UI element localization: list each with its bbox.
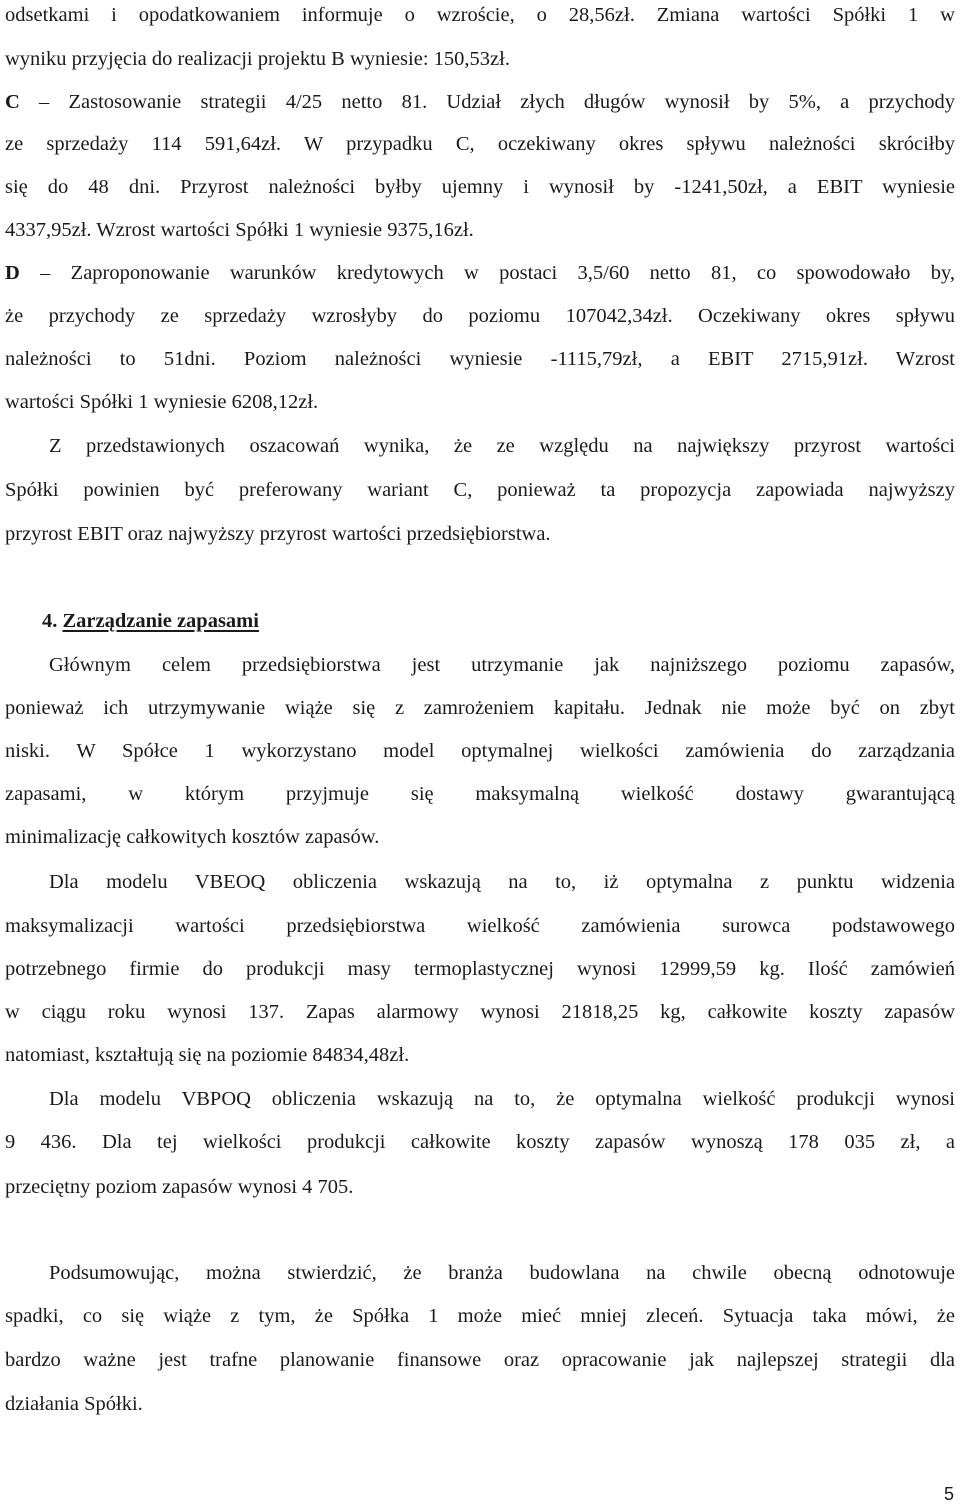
text-line: się do 48 dni. Przyrost należności byłby ujemny i wynosił by -1241,50zł, a EBIT wyniesie: [5, 176, 955, 198]
text-line: przeciętny poziom zapasów wynosi 4 705.: [5, 1176, 354, 1198]
text-line: – Zaproponowanie warunków kredytowych w postaci 3,5/60 netto 81, co spowodowało by,: [40, 262, 955, 284]
text-line: działania Spółki.: [5, 1393, 143, 1415]
text-line: niski. W Spółce 1 wykorzystano model optymalnej wielkości zamówienia do zarządzania: [5, 740, 955, 762]
section-heading: [42, 606, 960, 636]
text-line: Spółki powinien być preferowany wariant C, ponieważ ta propozycja zapowiada najwyższy: [5, 479, 955, 501]
text-line: maksymalizacji wartości przedsiębiorstwa wielkość zamówienia surowca podstawowego: [5, 915, 955, 937]
text-line: ponieważ ich utrzymywanie wiąże się z zamrożeniem kapitału. Jednak nie może być on zbyt: [5, 697, 955, 719]
section-title: Zarządzanie zapasami: [62, 610, 259, 632]
text-line: natomiast, kształtują się na poziomie 84834,48zł.: [5, 1044, 410, 1066]
text-line: Podsumowując, można stwierdzić, że branża budowlana na chwile obecną odnotowuje: [49, 1262, 955, 1284]
text-line: zapasami, w którym przyjmuje się maksymalną wielkość dostawy gwarantującą: [5, 783, 955, 805]
text-line: potrzebnego firmie do produkcji masy termoplastycznej wynosi 12999,59 kg. Ilość zamówień: [5, 958, 955, 980]
text-line: przyrost EBIT oraz najwyższy przyrost wartości przedsiębiorstwa.: [5, 523, 551, 545]
text-line: wyniku przyjęcia do realizacji projektu B wyniesie: 150,53zł.: [5, 48, 510, 70]
text-line: w ciągu roku wynosi 137. Zapas alarmowy wynosi 21818,25 kg, całkowite koszty zapasów: [5, 1001, 955, 1023]
text-line: bardzo ważne jest trafne planowanie finansowe oraz opracowanie jak najlepszej strategii dla: [5, 1349, 955, 1371]
text-line: spadki, co się wiąże z tym, że Spółka 1 może mieć mniej zleceń. Sytuacja taka mówi, że: [5, 1305, 955, 1327]
text-line: Głównym celem przedsiębiorstwa jest utrzymanie jak najniższego poziomu zapasów,: [49, 654, 955, 676]
text-line: Dla modelu VBEOQ obliczenia wskazują na to, iż optymalna z punktu widzenia: [49, 871, 955, 893]
text-line: Z przedstawionych oszacowań wynika, że ze względu na największy przyrost wartości: [49, 435, 955, 457]
page-number: 5: [943, 1484, 954, 1504]
text-line: 9 436. Dla tej wielkości produkcji całkowite koszty zapasów wynoszą 178 035 zł, a: [5, 1131, 955, 1153]
variant-c-marker: C: [5, 91, 20, 113]
text-line: odsetkami i opodatkowaniem informuje o wzroście, o 28,56zł. Zmiana wartości Spółki 1 w: [5, 4, 955, 26]
text-line: Dla modelu VBPOQ obliczenia wskazują na to, że optymalna wielkość produkcji wynosi: [49, 1088, 955, 1110]
text-line: minimalizację całkowitych kosztów zapasów.: [5, 826, 380, 848]
variant-d-marker: D: [5, 262, 20, 284]
variant-d-line: [5, 258, 955, 288]
text-line: – Zastosowanie strategii 4/25 netto 81. Udział złych długów wynosił by 5%, a przychody: [39, 91, 956, 113]
variant-c-line: [5, 87, 955, 117]
text-line: że przychody ze sprzedaży wzrosłyby do poziomu 107042,34zł. Oczekiwany okres spływu: [5, 305, 955, 327]
text-line: należności to 51dni. Poziom należności wyniesie -1115,79zł, a EBIT 2715,91zł. Wzrost: [5, 348, 955, 370]
text-line: ze sprzedaży 114 591,64zł. W przypadku C, oczekiwany okres spływu należności skróciłby: [5, 133, 955, 155]
text-line: wartości Spółki 1 wyniesie 6208,12zł.: [5, 391, 319, 413]
section-number: 4.: [42, 610, 58, 632]
text-line: 4337,95zł. Wzrost wartości Spółki 1 wyniesie 9375,16zł.: [5, 219, 474, 241]
